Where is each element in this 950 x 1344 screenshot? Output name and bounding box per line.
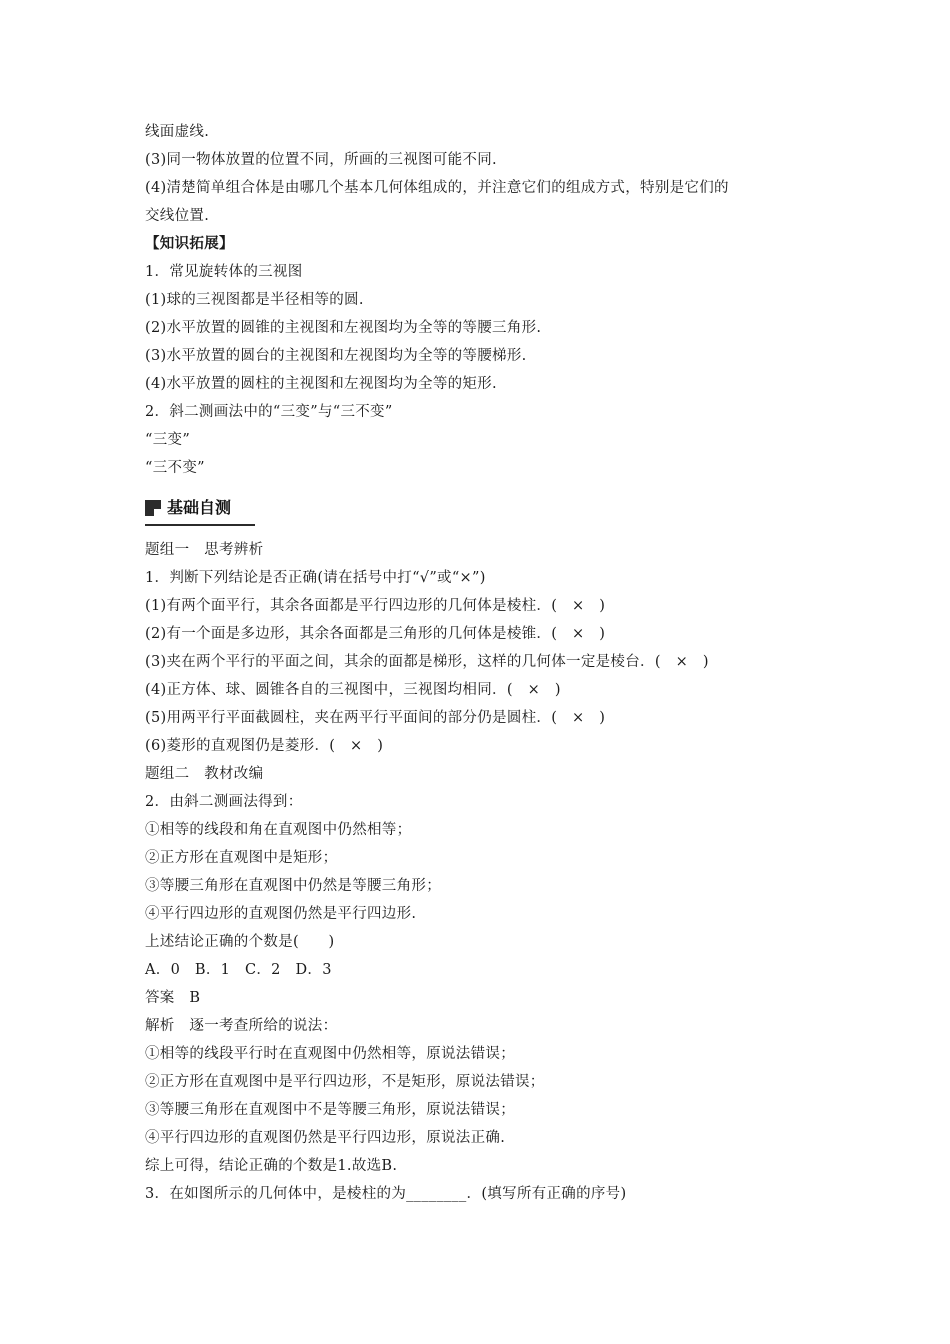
analysis-line: ②正方形在直观图中是平行四边形，不是矩形，原说法错误； <box>145 1074 545 1090</box>
text-line: 线面虚线. <box>145 124 210 140</box>
question-line: (3)夹在两个平行的平面之间，其余的面都是梯形，这样的几何体一定是棱台．( × ) <box>145 654 709 670</box>
question-group-2 <box>145 760 825 1208</box>
text-line: (2)水平放置的圆锥的主视图和左视图均为全等的等腰三角形. <box>145 320 542 336</box>
text-line: 1．常见旋转体的三视图 <box>145 264 303 280</box>
text-line: “三变” <box>145 432 191 448</box>
answer-line: 答案 B <box>145 990 201 1006</box>
text-line: (3)同一物体放置的位置不同，所画的三视图可能不同. <box>145 152 497 168</box>
question-line: (1)有两个面平行，其余各面都是平行四边形的几何体是棱柱．( × ) <box>145 598 606 614</box>
analysis-line: ①相等的线段平行时在直观图中仍然相等，原说法错误； <box>145 1046 515 1062</box>
text-line: (3)水平放置的圆台的主视图和左视图均为全等的等腰梯形. <box>145 348 527 364</box>
analysis-line: 解析 逐一考查所给的说法： <box>145 1018 338 1034</box>
question-line: ①相等的线段和角在直观图中仍然相等； <box>145 822 412 838</box>
section-title: 基础自测 <box>167 498 232 517</box>
group-title: 题组一 思考辨析 <box>145 542 264 558</box>
text-line: 交线位置. <box>145 208 210 224</box>
answer-options: A．0 B．1 C．2 D．3 <box>145 962 332 978</box>
section-underline <box>145 524 255 526</box>
document-page <box>145 118 825 1208</box>
question-line: 上述结论正确的个数是( ) <box>145 934 335 950</box>
analysis-line: ④平行四边形的直观图仍然是平行四边形，原说法正确. <box>145 1130 506 1146</box>
knowledge-extension <box>145 230 825 482</box>
analysis-line: ③等腰三角形在直观图中不是等腰三角形，原说法错误； <box>145 1102 515 1118</box>
text-line: 2．斜二测画法中的“三变”与“三不变” <box>145 404 393 420</box>
question-line: 1．判断下列结论是否正确(请在括号中打“√”或“×”) <box>145 570 486 586</box>
section-heading <box>145 494 255 528</box>
question-line: 3．在如图所示的几何体中，是棱柱的为________．(填写所有正确的序号) <box>145 1186 627 1202</box>
question-line: (2)有一个面是多边形，其余各面都是三角形的几何体是棱锥．( × ) <box>145 626 606 642</box>
text-line: (1)球的三视图都是半径相等的圆. <box>145 292 364 308</box>
question-group-1 <box>145 536 825 760</box>
question-line: (5)用两平行平面截圆柱，夹在两平行平面间的部分仍是圆柱．( × ) <box>145 710 606 726</box>
group-title: 题组二 教材改编 <box>145 766 264 782</box>
text-line: “三不变” <box>145 460 205 476</box>
top-paragraph <box>145 118 825 230</box>
knowledge-heading: 【知识拓展】 <box>145 235 234 252</box>
question-line: (4)正方体、球、圆锥各自的三视图中，三视图均相同．( × ) <box>145 682 561 698</box>
question-line: ②正方形在直观图中是矩形； <box>145 850 338 866</box>
section-square-icon <box>145 500 161 516</box>
text-line: (4)清楚简单组合体是由哪几个基本几何体组成的，并注意它们的组成方式，特别是它们的 <box>145 180 729 196</box>
text-line: (4)水平放置的圆柱的主视图和左视图均为全等的矩形. <box>145 376 497 392</box>
question-line: (6)菱形的直观图仍是菱形．( × ) <box>145 738 384 754</box>
question-line: ④平行四边形的直观图仍然是平行四边形. <box>145 906 417 922</box>
analysis-line: 综上可得，结论正确的个数是1.故选B. <box>145 1158 398 1174</box>
question-line: 2．由斜二测画法得到： <box>145 794 303 810</box>
question-line: ③等腰三角形在直观图中仍然是等腰三角形； <box>145 878 441 894</box>
